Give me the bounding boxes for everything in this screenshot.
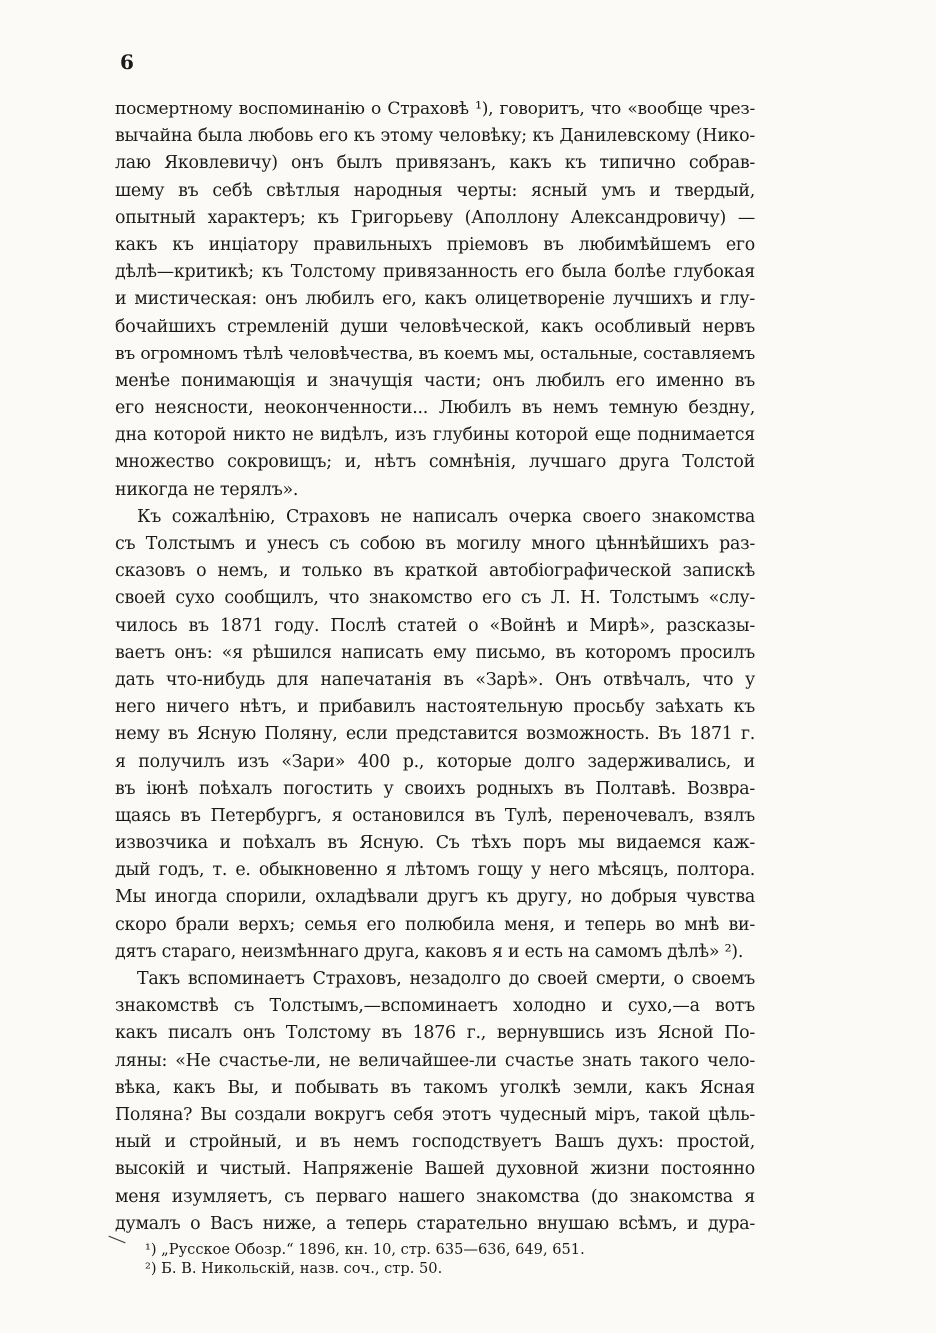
text-line: и мистическая: онъ любилъ его, какъ олицетвореніе лучшихъ и глу-: [115, 289, 755, 310]
text-line: менѣе понимающія и значущія части; онъ любилъ его именно въ: [115, 370, 755, 391]
text-line: дый годъ, т. е. обыкновенно я лѣтомъ гощу у него мѣсяцъ, полтора.: [115, 860, 755, 881]
text-line: дѣлѣ—критикѣ; къ Толстому привязанность его была болѣе глубокая: [115, 262, 755, 283]
text-line: чилось въ 1871 году. Послѣ статей о «Войнѣ и Мирѣ», разсказы-: [115, 615, 755, 636]
text-line: дна которой никто не видѣлъ, изъ глубины которой еще поднимается: [115, 425, 755, 446]
text-line: бочайшихъ стремленій души человѣческой, какъ особливый нервъ: [115, 316, 755, 337]
text-line: Мы иногда спорили, охладѣвали другъ къ другу, но добрыя чувства: [115, 887, 755, 908]
text-line: дятъ стараго, неизмѣннаго друга, каковъ я и есть на самомъ дѣлѣ» ²).: [115, 941, 744, 962]
text-line: шему въ себѣ свѣтлыя народныя черты: ясный умъ и твердый,: [115, 180, 755, 201]
text-line: какъ писалъ онъ Толстому въ 1876 г., вернувшись изъ Ясной По-: [115, 1023, 755, 1044]
text-line: вычайна была любовь его къ этому человѣку; къ Данилевскому (Нико-: [115, 126, 755, 147]
text-line: въ огромномъ тѣлѣ человѣчества, въ коемъ мы, остальные, составляемъ: [115, 343, 755, 364]
text-line: него ничего нѣтъ, и прибавилъ настоятельную просьбу заѣхать къ: [115, 697, 755, 718]
text-line: нему въ Ясную Поляну, если представится возможность. Въ 1871 г.: [115, 724, 755, 745]
text-line: лаю Яковлевичу) онъ былъ привязанъ, какъ къ типично собрав-: [115, 153, 755, 174]
text-line: думалъ о Васъ ниже, а теперь старательно внушаю всѣмъ, и дура-: [115, 1213, 755, 1234]
footnote-1: ¹) „Русское Обозр.“ 1896, кн. 10, стр. 635—636, 649, 651.: [145, 1241, 585, 1258]
text-line: съ Толстымъ и унесъ съ собою въ могилу много цѣннѣйшихъ раз-: [115, 534, 755, 554]
text-line: высокій и чистый. Напряженіе Вашей духовной жизни постоянно: [115, 1159, 755, 1180]
text-line: сказовъ о немъ, и только въ краткой автобіографической запискѣ: [115, 561, 755, 582]
text-line: Къ сожалѣнію, Страховъ не написалъ очерка своего знакомства: [137, 506, 755, 527]
text-line: извозчика и поѣхалъ въ Ясную. Съ тѣхъ поръ мы видаемся каж-: [115, 833, 755, 854]
text-line: ваетъ онъ: «я рѣшился написать ему письмо, въ которомъ просилъ: [115, 642, 755, 663]
text-line: въ іюнѣ поѣхалъ погостить у своихъ родныхъ въ Полтавѣ. Возвра-: [115, 778, 755, 799]
text-line: знакомствѣ съ Толстымъ,—вспоминаетъ холодно и сухо,—а вотъ: [115, 996, 755, 1017]
footnote-2: ²) Б. В. Никольскій, назв. соч., стр. 50.: [145, 1259, 443, 1277]
text-line: его неясности, неоконченности... Любилъ въ немъ темную бездну,: [115, 398, 755, 419]
text-line: множество сокровищъ; и, нѣтъ сомнѣнія, лучшаго друга Толстой: [115, 452, 755, 473]
footnotes: [145, 1241, 585, 1278]
body-text: [115, 96, 755, 1238]
text-line: ный и стройный, и въ немъ господствуетъ Вашъ духъ: простой,: [115, 1132, 755, 1153]
text-line: вѣка, какъ Вы, и побывать въ такомъ уголкѣ земли, какъ Ясная: [115, 1077, 755, 1098]
text-line: я получилъ изъ «Зари» 400 р., которые долго задерживались, и: [115, 751, 755, 772]
text-line: дать что-нибудь для напечатанія въ «Зарѣ». Онъ отвѣчалъ, что у: [115, 669, 755, 690]
text-line: своей сухо сообщилъ, что знакомство его съ Л. Н. Толстымъ «слу-: [115, 588, 755, 609]
text-line: какъ къ инціатору правильныхъ пріемовъ въ любимѣйшемъ его: [115, 234, 755, 255]
text-line: скоро брали верхъ; семья его полюбила меня, и теперь во мнѣ ви-: [115, 914, 755, 935]
text-line: щаясь въ Петербургъ, я остановился въ Тулѣ, переночевалъ, взялъ: [115, 805, 755, 826]
text-line: ляны: «Не счастье-ли, не величайшее-ли счастье знать такого чело-: [115, 1050, 755, 1071]
text-line: Такъ вспоминаетъ Страховъ, незадолго до своей смерти, о своемъ: [137, 969, 755, 989]
page-number: 6: [120, 50, 134, 74]
text-line: Поляна? Вы создали вокругъ себя этотъ чудесный міръ, такой цѣль-: [115, 1104, 755, 1125]
text-line: меня изумляетъ, съ перваго нашего знакомства (до знакомства я: [115, 1186, 755, 1207]
text-line: опытный характеръ; къ Григорьеву (Аполлону Александровичу) —: [115, 207, 755, 228]
text-line: посмертному воспоминанію о Страховѣ ¹), говоритъ, что «вообще чрез-: [115, 99, 755, 119]
text-line: никогда не терялъ».: [115, 479, 299, 500]
